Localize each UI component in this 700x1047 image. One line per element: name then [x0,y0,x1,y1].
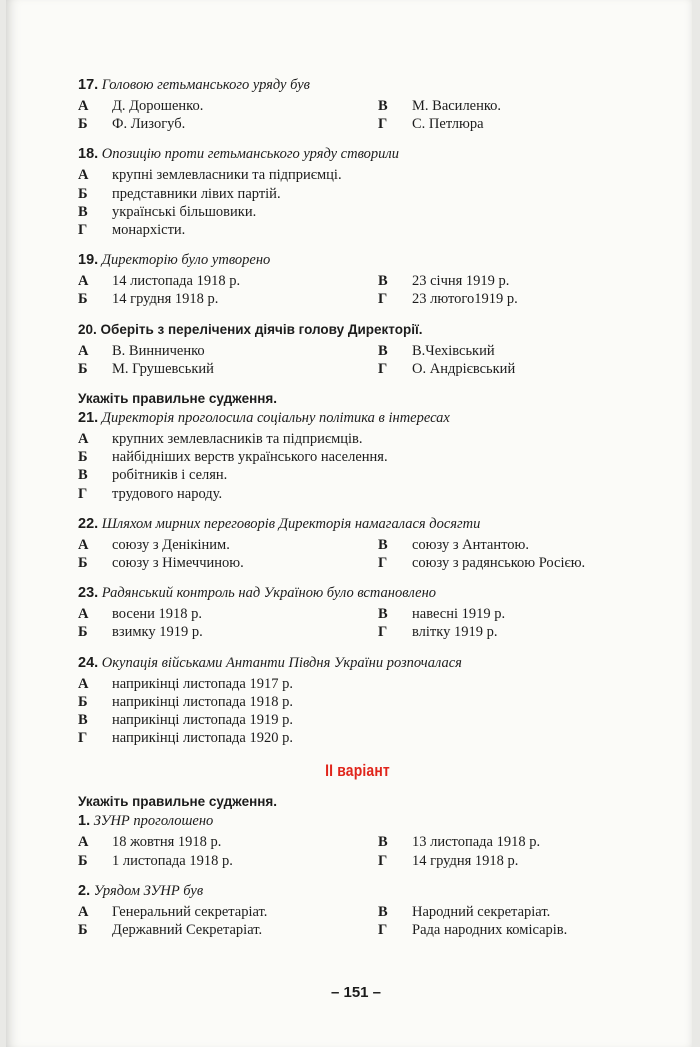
instruction: Укажіть правильне судження. [78,391,278,407]
options-grid [78,903,638,939]
option-text: робітників і селян. [112,467,228,484]
option-letter: Б [78,291,88,308]
option-text: В.Чехівський [412,342,495,359]
question [78,654,638,748]
question-group [78,409,638,747]
option [378,536,638,554]
option [378,921,638,939]
question-number: 22. [78,515,99,532]
option-letter: Г [378,624,388,641]
question-number: 18. [78,146,99,163]
option-text: представники лівих партій. [112,185,281,202]
option-text: взимку 1919 р. [112,624,203,641]
options-grid [78,536,638,572]
option [378,605,638,623]
option-text: М. Грушевський [112,360,214,377]
option-letter: Б [78,360,88,377]
option-letter: В [378,98,388,114]
question-text: Директорія проголосила соціальну політика в інтересах [101,410,450,427]
option-letter: Г [378,922,388,939]
question-group [78,76,638,309]
option [78,554,378,572]
option-letter: А [78,431,89,448]
section-heading [78,761,638,781]
option-text: монархісти. [112,222,186,239]
option-text: В. Винниченко [112,342,205,359]
option-letter: А [78,98,89,114]
option [78,221,638,239]
option-text: союзу з Антантою. [412,536,529,553]
option-text: наприкінці листопада 1918 р. [112,693,293,710]
option-letter: Г [78,730,88,747]
question [78,515,638,572]
option-text: навесні 1919 р. [412,606,506,623]
option [378,115,638,133]
option-letter: Б [78,185,88,202]
option [78,185,638,203]
option-letter: А [78,834,89,851]
question-text: Радянський контроль над Україною було встановлено [101,585,437,602]
options-grid [78,342,638,378]
option-letter: Г [378,360,388,377]
option-text: Державний Секретаріат. [112,922,263,939]
option [78,166,638,184]
option-letter: А [78,273,89,290]
question-title [78,584,638,602]
page [6,0,692,1047]
option-text: О. Андрієвський [412,360,516,377]
option-letter: А [78,342,89,359]
option-text: союзу з радянською Росією. [412,555,586,572]
option [378,360,638,378]
section-title: II варіант [325,761,391,781]
question-text: Оберіть з перелічених діячів голову Директорії. [100,321,423,337]
question [78,584,638,641]
option-letter: Г [378,291,388,308]
option-letter: В [378,342,388,359]
option-text: крупних землевласників та підприємців. [112,431,363,448]
option-text: М. Василенко. [412,98,502,114]
options-grid [78,833,638,869]
question-title [78,76,638,94]
question-text: Опозицію проти гетьманського уряду створили [101,146,400,163]
option-text: найбідніших верств українського населення. [112,449,388,466]
option-letter: Б [78,852,88,869]
question-number: 23. [78,585,99,602]
option-letter: Б [78,922,88,939]
option-letter: В [78,203,88,220]
options-grid [78,97,638,133]
option [78,466,638,484]
question-title [78,409,638,427]
option-letter: В [78,712,88,729]
option [378,623,638,641]
option-letter: А [78,167,89,184]
option-text: 14 грудня 1918 р. [112,291,219,308]
option [78,485,638,503]
option-text: 23 січня 1919 р. [412,273,510,290]
option [78,623,378,641]
option-letter: А [78,675,89,692]
option-letter: В [78,467,88,484]
question-title [78,882,638,900]
option [78,693,638,711]
question-number: 1. [78,813,91,830]
page-number: – 151 – [330,984,382,1001]
option [78,605,378,623]
option [78,729,638,747]
options-list [78,166,638,239]
option-text: Д. Дорошенко. [112,98,204,114]
question [78,882,638,939]
option-letter: Г [378,116,388,133]
option [378,97,638,115]
question [78,76,638,133]
option-text: 14 грудня 1918 р. [412,852,519,869]
option [78,852,378,870]
option-text: 13 листопада 1918 р. [412,834,541,851]
option [78,203,638,221]
question-number: 21. [78,410,99,427]
option-text: крупні землевласники та підприємці. [112,167,342,184]
option [378,903,638,921]
option [78,430,638,448]
question-number: 19. [78,252,99,269]
question-title [78,145,638,163]
option-letter: В [378,606,388,623]
option [78,903,378,921]
option-text: 18 жовтня 1918 р. [112,834,222,851]
question-text: Шляхом мирних переговорів Директорія намагалася досягти [101,515,481,532]
option [78,97,378,115]
question-text: Урядом ЗУНР був [93,882,204,899]
question-20 [78,321,638,378]
option-letter: Г [378,852,388,869]
option-text: Рада народних комісарів. [412,922,568,939]
option-text: Народний секретаріат. [412,903,551,920]
options-list [78,430,638,503]
option [78,833,378,851]
option-text: наприкінці листопада 1920 р. [112,730,293,747]
option [78,272,378,290]
option [378,833,638,851]
option [78,921,378,939]
option [378,342,638,360]
option-text: 23 лютого1919 р. [412,291,518,308]
question-number: 20. [78,321,97,337]
option-text: 1 листопада 1918 р. [112,852,233,869]
option-text: восени 1918 р. [112,606,203,623]
options-grid [78,605,638,641]
question-title [78,654,638,672]
option-text: трудового народу. [112,485,223,502]
option-text: Ф. Лизогуб. [112,116,186,133]
content [78,76,638,951]
option [78,290,378,308]
option-text: 14 листопада 1918 р. [112,273,241,290]
question-number: 17. [78,77,99,93]
option [378,272,638,290]
option [78,536,378,554]
question [78,145,638,239]
question-text: Окупація військами Антанти Півдня України розпочалася [101,654,462,671]
question-text: Директорію було утворено [101,252,271,269]
option-letter: А [78,606,89,623]
option-text: наприкінці листопада 1919 р. [112,712,293,729]
option [378,852,638,870]
option [78,448,638,466]
option-letter: Б [78,555,88,572]
question-text: ЗУНР проголошено [93,813,214,830]
options-list [78,675,638,748]
option-letter: Б [78,116,88,133]
instruction: Укажіть правильне судження. [78,794,278,810]
option-letter: Г [378,555,388,572]
option-text: союзу з Німеччиною. [112,555,244,572]
option-letter: Г [78,222,88,239]
option-text: Генеральний секретаріат. [112,903,268,920]
option-text: українські більшовики. [112,203,257,220]
question-title [78,321,638,339]
option-letter: А [78,903,89,920]
option [78,115,378,133]
option [378,554,638,572]
option-letter: Б [78,624,88,641]
option [78,360,378,378]
option-letter: В [378,903,388,920]
option-text: наприкінці листопада 1917 р. [112,675,293,692]
option-text: союзу з Денікіним. [112,536,230,553]
question-title [78,515,638,533]
option-letter: В [378,536,388,553]
question-title [78,812,638,830]
option [78,675,638,693]
option-text: влітку 1919 р. [412,624,498,641]
option-letter: В [378,834,388,851]
question-group [78,812,638,939]
question-title [78,251,638,269]
option-letter: Б [78,449,88,466]
option-letter: Б [78,693,88,710]
options-grid [78,272,638,308]
option [378,290,638,308]
question-text: Головою гетьманського уряду був [101,77,310,93]
option-text: С. Петлюра [412,116,484,133]
option-letter: В [378,273,388,290]
question-number: 24. [78,654,99,671]
option [78,342,378,360]
option-letter: Г [78,485,88,502]
option [78,711,638,729]
question [78,251,638,308]
question-number: 2. [78,882,91,899]
question [78,409,638,503]
option-letter: А [78,536,89,553]
question [78,812,638,869]
